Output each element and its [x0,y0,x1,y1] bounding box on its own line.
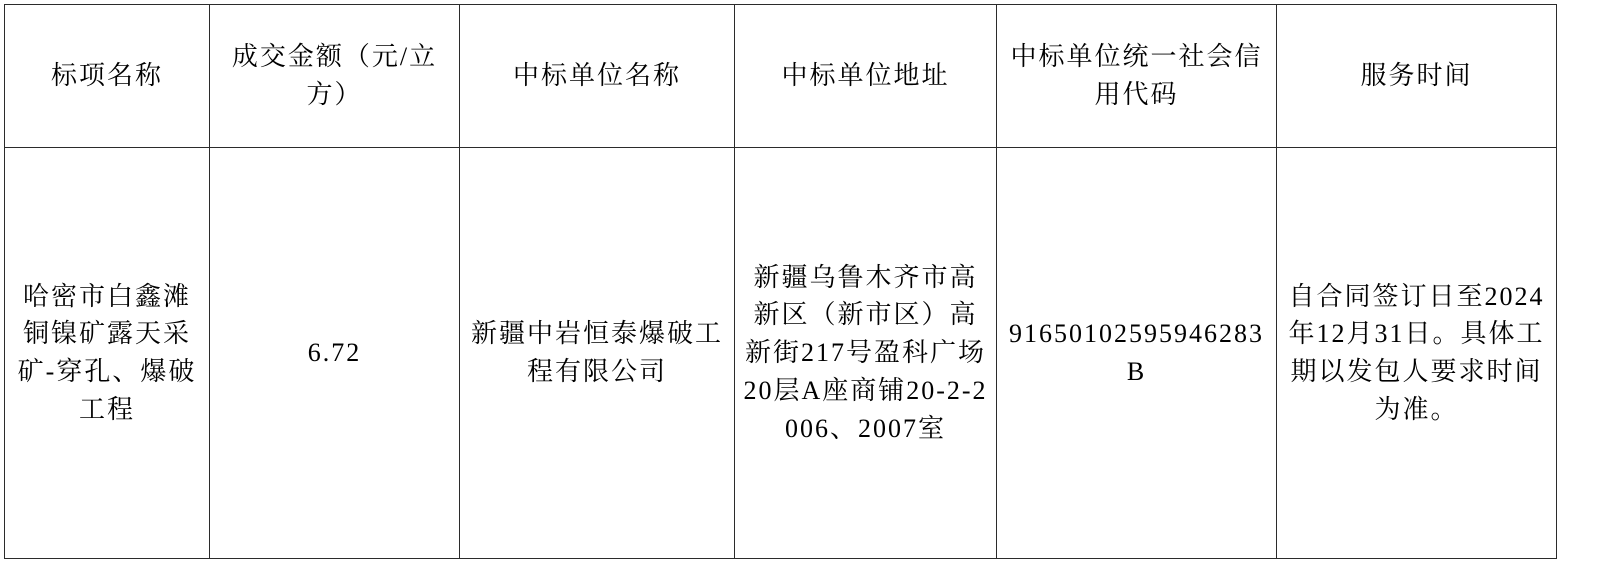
bid-award-table [4,4,1557,559]
column-header-amount: 成交金额（元/立方） [210,5,460,148]
document-page [0,4,1600,582]
column-header-lot-name: 标项名称 [5,5,210,148]
column-header-winner-name: 中标单位名称 [460,5,735,148]
table-header [5,5,1557,148]
cell-winner-address: 新疆乌鲁木齐市高新区（新市区）高新街217号盈科广场20层A座商铺20-2-2006、2007室 [735,148,997,559]
column-header-credit-code: 中标单位统一社会信用代码 [997,5,1277,148]
cell-service-period: 自合同签订日至2024年12月31日。具体工期以发包人要求时间为准。 [1277,148,1557,559]
cell-lot-name: 哈密市白鑫滩铜镍矿露天采矿-穿孔、爆破工程 [5,148,210,559]
table-row [5,148,1557,559]
table-body [5,148,1557,559]
cell-winner-name: 新疆中岩恒泰爆破工程有限公司 [460,148,735,559]
table-header-row [5,5,1557,148]
column-header-winner-address: 中标单位地址 [735,5,997,148]
cell-amount: 6.72 [210,148,460,559]
cell-credit-code: 91650102595946283B [997,148,1277,559]
column-header-service-period: 服务时间 [1277,5,1557,148]
